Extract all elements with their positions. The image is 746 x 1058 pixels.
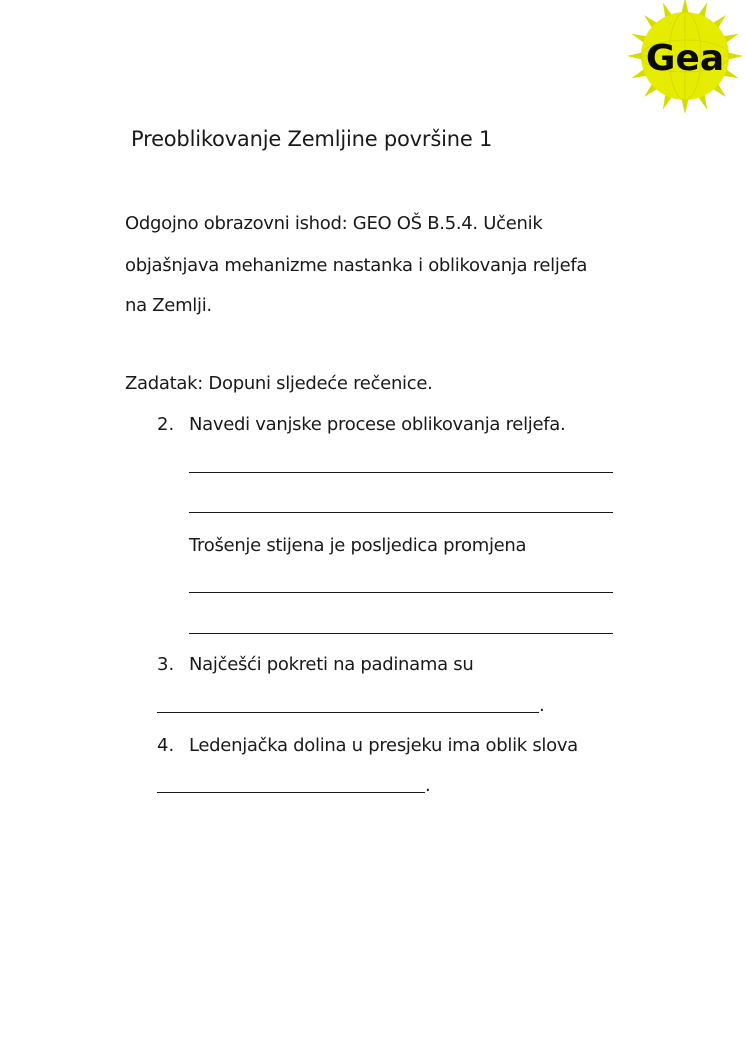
answer-blank-2d[interactable] [189,633,613,634]
answer-blank-2a[interactable] [189,472,613,473]
item-2-subtext: Trošenje stijena je posljedica promjena [189,535,527,556]
item-3-number: 3. [157,654,175,675]
item-2-text: Navedi vanjske procese oblikovanja reljefa. [189,414,566,435]
answer-blank-4[interactable] [157,792,425,793]
item-3-text: Najčešći pokreti na padinama su [189,654,474,675]
page-title: Preoblikovanje Zemljine površine 1 [131,127,493,151]
item-4-number: 4. [157,735,175,756]
outcome-line-2: objašnjava mehanizme nastanka i oblikovanja reljefa [125,255,588,276]
gea-logo [624,0,746,114]
answer-blank-2b[interactable] [189,512,613,513]
outcome-line-3: na Zemlji. [125,295,212,316]
item-4-text: Ledenjačka dolina u presjeku ima oblik slova [189,735,578,756]
item-3-end: . [539,695,545,716]
outcome-line-1: Odgojno obrazovni ishod: GEO OŠ B.5.4. Učenik [125,213,543,234]
task-intro: Zadatak: Dopuni sljedeće rečenice. [125,373,433,394]
answer-blank-2c[interactable] [189,592,613,593]
item-4-end: . [425,775,431,796]
answer-blank-3[interactable] [157,712,539,713]
logo-text: Gea [645,38,725,79]
item-2-number: 2. [157,414,175,435]
